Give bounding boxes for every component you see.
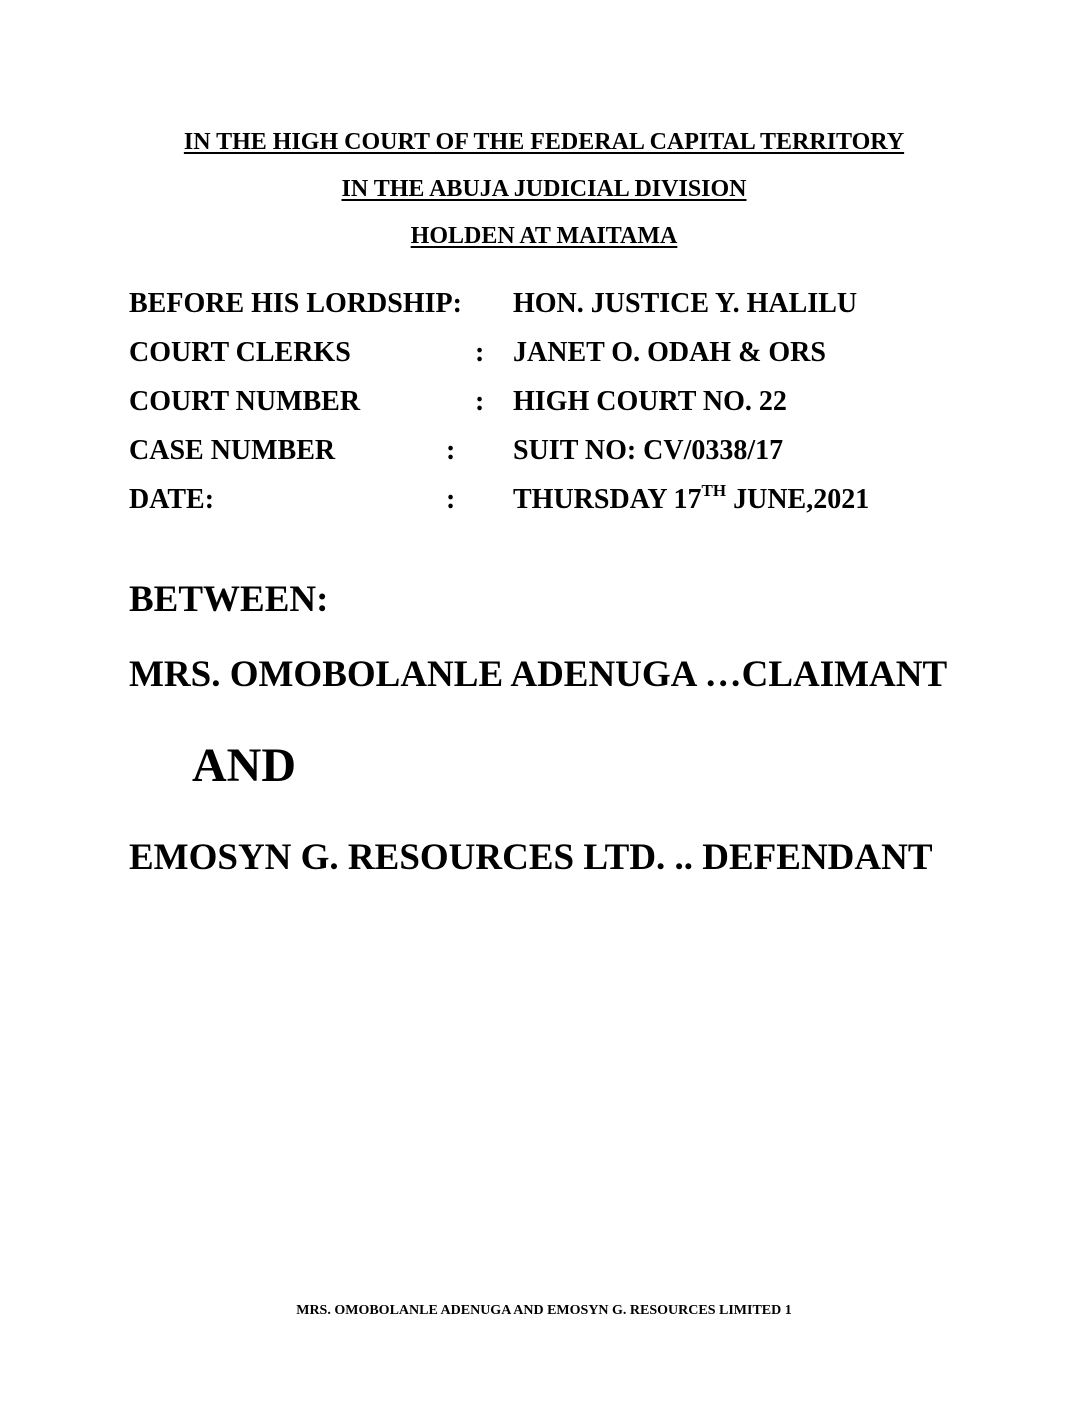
court-title [0, 128, 1088, 156]
date-colon: : [446, 484, 456, 515]
court-number-value: HIGH COURT NO. 22 [513, 386, 787, 417]
date-ordinal-suffix: TH [701, 481, 727, 500]
clerks-value: JANET O. ODAH & ORS [513, 337, 826, 368]
clerks-colon: : [475, 337, 485, 368]
judicial-division [0, 175, 1088, 203]
case-number-label: CASE NUMBER [129, 435, 336, 466]
court-number-row [129, 385, 969, 419]
court-location-text: HOLDEN AT MAITAMA [410, 223, 678, 249]
judge-row [129, 287, 969, 321]
date-row [129, 483, 969, 517]
date-value [513, 483, 869, 517]
case-number-value: SUIT NO: CV/0338/17 [513, 435, 784, 466]
between-heading: BETWEEN: [129, 579, 329, 620]
date-label: DATE: [129, 484, 215, 515]
clerks-row [129, 336, 969, 370]
judicial-division-text: IN THE ABUJA JUDICIAL DIVISION [341, 176, 747, 202]
and-separator: AND [192, 739, 296, 792]
case-number-row [129, 434, 969, 468]
clerks-label: COURT CLERKS [129, 337, 351, 368]
court-location [0, 222, 1088, 250]
defendant-line: EMOSYN G. RESOURCES LTD. .. DEFENDANT [129, 837, 933, 878]
case-number-colon: : [446, 435, 456, 466]
date-value-month-year: JUNE,2021 [726, 484, 870, 515]
court-number-colon: : [475, 386, 485, 417]
court-title-text: IN THE HIGH COURT OF THE FEDERAL CAPITAL TERRITORY [183, 129, 905, 155]
court-number-label: COURT NUMBER [129, 386, 361, 417]
judge-value: HON. JUSTICE Y. HALILU [513, 288, 858, 319]
judge-label: BEFORE HIS LORDSHIP: [129, 288, 462, 319]
claimant-line: MRS. OMOBOLANLE ADENUGA …CLAIMANT [129, 654, 948, 695]
page-footer: MRS. OMOBOLANLE ADENUGA AND EMOSYN G. RESOURCES LIMITED 1 [296, 1303, 792, 1318]
date-value-day: THURSDAY 17 [513, 484, 702, 515]
